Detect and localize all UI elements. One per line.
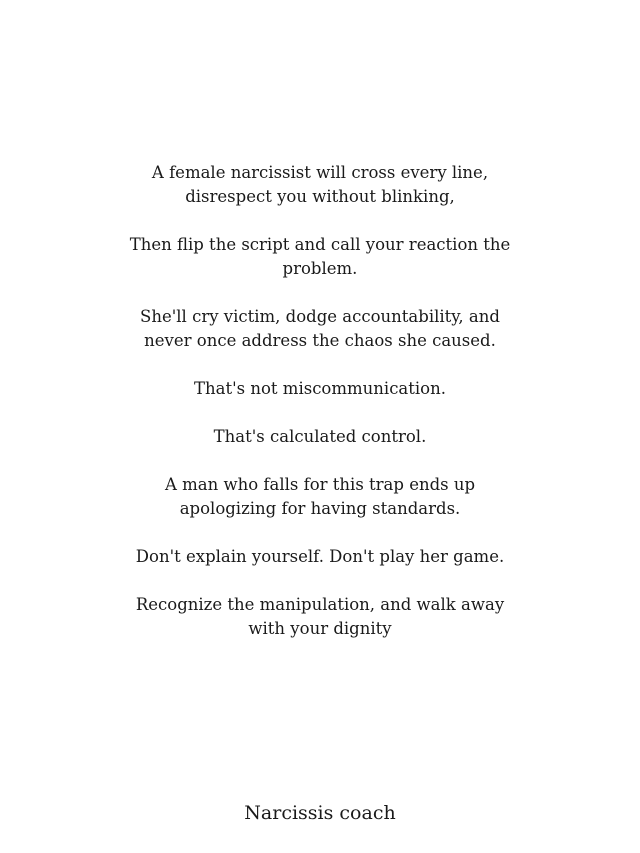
text-line: problem.	[282, 259, 358, 278]
text-line: Recognize the manipulation, and walk away	[135, 595, 505, 614]
paragraph-2	[0, 233, 640, 281]
text-line: never once address the chaos she caused.	[144, 331, 496, 350]
paragraph-8	[0, 593, 640, 641]
paragraph-5	[0, 425, 640, 449]
text-line: A man who falls for this trap ends up	[164, 475, 476, 494]
quote-body	[0, 161, 640, 665]
text-line: Then flip the script and call your reaction the	[129, 235, 511, 254]
text-line: apologizing for having standards.	[179, 499, 461, 518]
paragraph-1	[0, 161, 640, 209]
paragraph-4	[0, 377, 640, 401]
text-line: She'll cry victim, dodge accountability, and	[140, 307, 500, 326]
text-line: disrespect you without blinking,	[185, 187, 455, 206]
text-line: That's calculated control.	[213, 427, 427, 446]
text-line: That's not miscommunication.	[194, 379, 446, 398]
paragraph-7	[0, 545, 640, 569]
paragraph-3	[0, 305, 640, 353]
text-line: with your dignity	[248, 619, 392, 638]
signature: Narcissis coach	[244, 802, 396, 824]
paragraph-6	[0, 473, 640, 521]
text-line: A female narcissist will cross every line,	[151, 163, 489, 182]
text-line: Don't explain yourself. Don't play her game.	[135, 547, 505, 566]
